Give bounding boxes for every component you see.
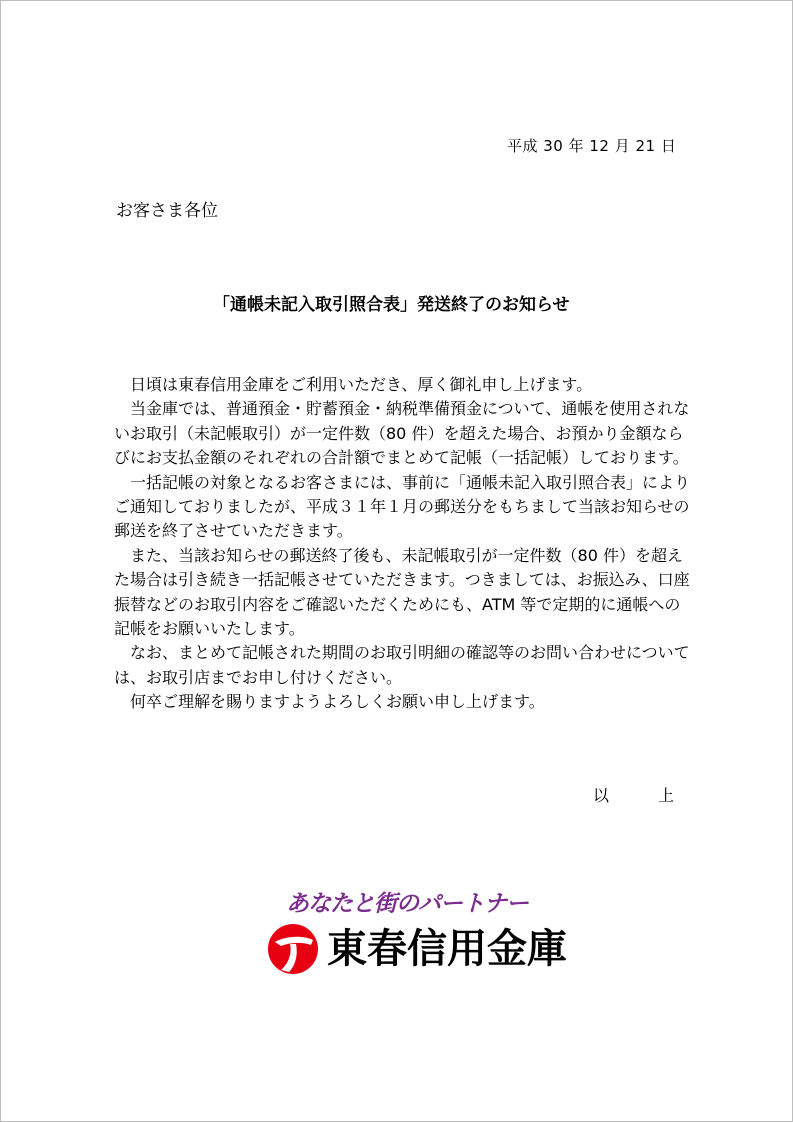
body-paragraph: 当金庫では、普通預金・貯蓄預金・納税準備預金について、通帳を使用されないお取引（未記帳取引）が一定件数（80 件）を超えた場合、お預かり金額ならびにお支払金額のそれぞれの合計額でまとめて記帳（一括記帳）しております。 <box>114 399 690 468</box>
bank-slogan: あなたと街のパートナー <box>286 891 528 917</box>
issue-date: 平成 30 年 12 月 21 日 <box>507 137 677 155</box>
body-paragraph: 何卒ご理解を賜りますようよろしくお願い申し上げます。 <box>130 692 545 712</box>
body-paragraph: 一括記帳の対象となるお客さまには、事前に「通帳未記入取引照合表」によりご通知しておりましたが、平成３１年１月の郵送分をもちまして当該お知らせの郵送を終了させていただきます。 <box>114 472 691 541</box>
bank-logo-icon <box>267 923 319 975</box>
recipient: お客さま各位 <box>116 201 218 221</box>
body-paragraph: なお、まとめて記帳された期間のお取引明細の確認等のお問い合わせについては、お取引店までお申し付けください。 <box>114 643 690 687</box>
closing-mark: 以 上 <box>593 786 675 805</box>
body-paragraph: また、当該お知らせの郵送終了後も、未記帳取引が一定件数（80 件）を超えた場合は引き続き一括記帳させていただきます。つきましては、お振込み、口座振替などのお取引内容をご確認いただくためにも、ATM 等で定期的に通帳への記帳をお願いいたします。 <box>114 545 690 639</box>
notice-body <box>114 373 694 715</box>
bank-name: 東春信用金庫 <box>327 926 567 972</box>
notice-title: 「通帳未記入取引照合表」発送終了のお知らせ <box>213 295 570 315</box>
body-paragraph: 日頃は東春信用金庫をご利用いただき、厚く御礼申し上げます。 <box>130 375 593 394</box>
